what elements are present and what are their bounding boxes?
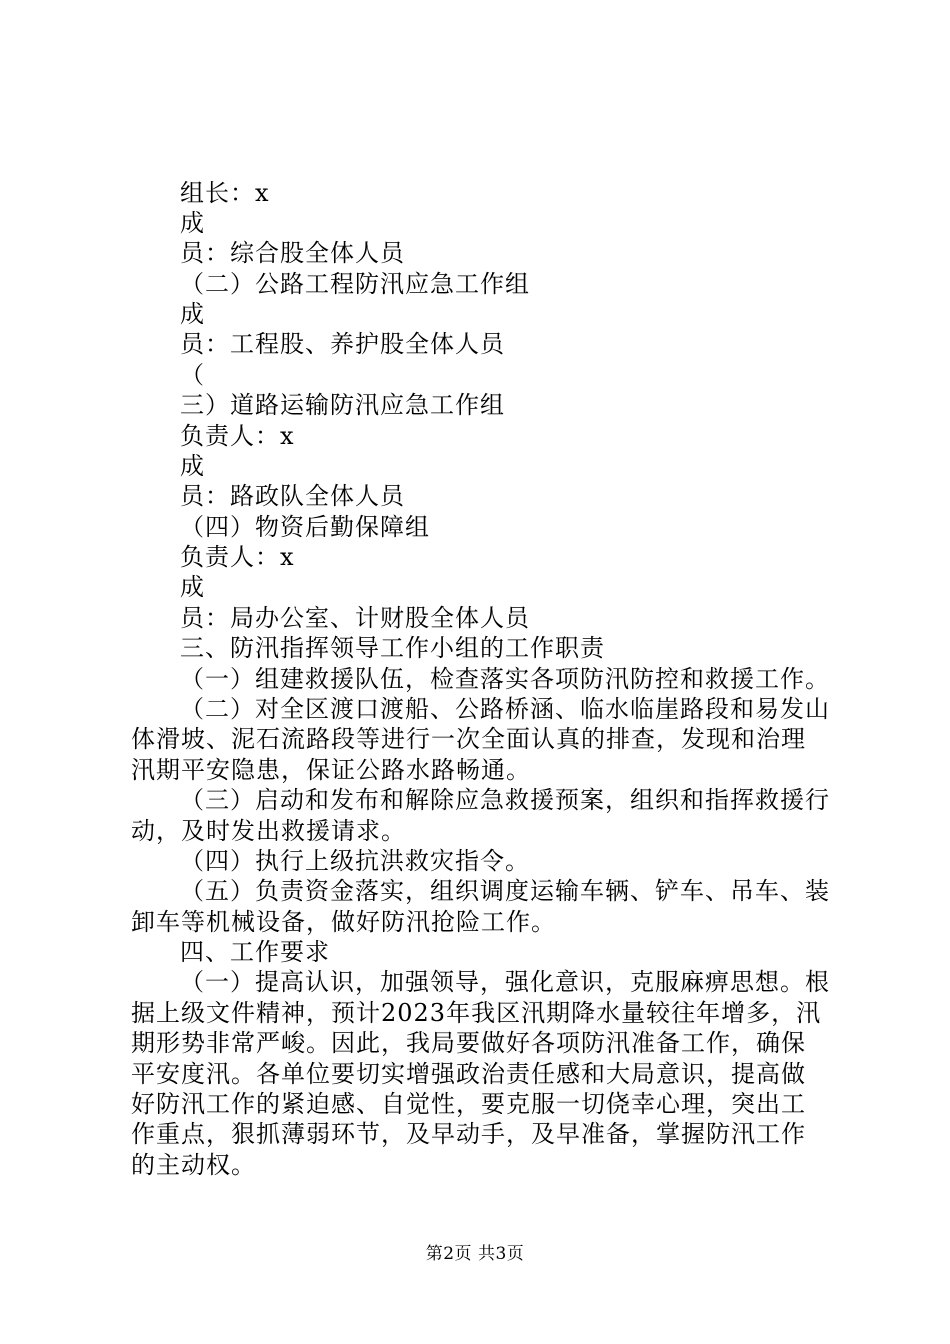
text-line: 员：局办公室、计财股全体人员	[180, 604, 530, 632]
text-line: （二）公路工程防汛应急工作组	[180, 270, 530, 298]
text-line: 动，及时发出救援请求。	[131, 817, 406, 845]
text-line: 组长：x	[180, 179, 270, 207]
text-line: 成	[180, 209, 205, 237]
text-line: 的主动权。	[131, 1151, 256, 1179]
text-line: （二）对全区渡口渡船、公路桥涵、临水临崖路段和易发山	[180, 695, 830, 723]
text-line: 卸车等机械设备，做好防汛抢险工作。	[131, 908, 556, 936]
page-footer: 第2页 共3页	[425, 1244, 525, 1264]
text-line: 成	[180, 300, 205, 328]
text-line: 负责人：x	[180, 422, 295, 450]
text-line: （一）组建救援队伍，检查落实各项防汛防控和救援工作。	[180, 665, 830, 693]
text-line: 期形势非常严峻。因此，我局要做好各项防汛准备工作，确保	[131, 1029, 806, 1057]
text-line: 成	[180, 573, 205, 601]
text-line: 好防汛工作的紧迫感、自觉性，要克服一切侥幸心理，突出工	[131, 1090, 806, 1118]
text-line: 三）道路运输防汛应急工作组	[180, 391, 505, 419]
text-line: 员：路政队全体人员	[180, 482, 405, 510]
section-heading: 四、工作要求	[180, 938, 330, 966]
text-line: 员：工程股、养护股全体人员	[180, 330, 505, 358]
text-line: 作重点，狠抓薄弱环节，及早动手，及早准备，掌握防汛工作	[131, 1120, 806, 1148]
text-line: 员：综合股全体人员	[180, 239, 405, 267]
text-line: （五）负责资金落实，组织调度运输车辆、铲车、吊车、装	[180, 877, 830, 905]
text-line: （	[180, 361, 205, 389]
text-line: 负责人：x	[180, 543, 295, 571]
text-line: 汛期平安隐患，保证公路水路畅通。	[131, 756, 531, 784]
text-line: 据上级文件精神，预计2023年我区汛期降水量较往年增多，汛	[131, 999, 822, 1027]
text-line: （一）提高认识，加强领导，强化意识，克服麻痹思想。根	[180, 968, 830, 996]
section-heading: 三、防汛指挥领导工作小组的工作职责	[180, 634, 605, 662]
text-line: 成	[180, 452, 205, 480]
text-line: （四）物资后勤保障组	[180, 513, 430, 541]
text-line: （三）启动和发布和解除应急救援预案，组织和指挥救援行	[180, 786, 830, 814]
text-line: 体滑坡、泥石流路段等进行一次全面认真的排查，发现和治理	[131, 725, 806, 753]
text-line: 平安度汛。各单位要切实增强政治责任感和大局意识，提高做	[131, 1060, 806, 1088]
text-line: （四）执行上级抗洪救灾指令。	[180, 847, 530, 875]
